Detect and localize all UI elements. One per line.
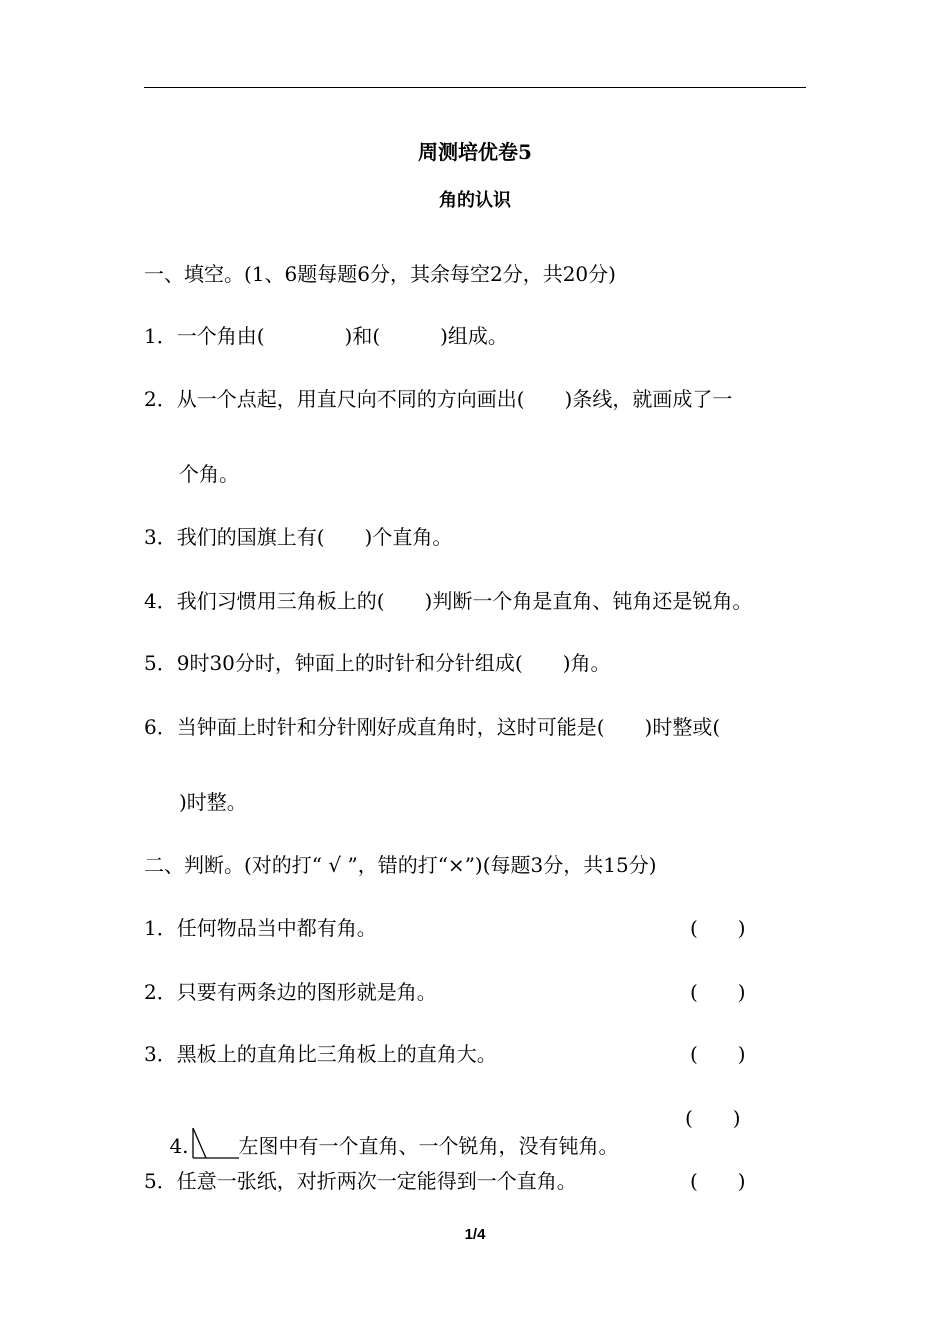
fill-question-2-continued: 个角。 [179,462,239,486]
judge-question-2: 2．只要有两条边的图形就是角。 [144,980,437,1004]
fill-question-5: 5．9时30分时，钟面上的时针和分针组成( )角。 [144,651,611,675]
page-number: 1/4 [464,1226,486,1243]
judge-question-4-number: 4. [169,1134,189,1158]
section1-heading: 一、填空。(1、6题每题6分，其余每空2分，共20分) [144,262,616,286]
judge-answer-4: ( ) [685,1106,741,1130]
judge-answer-2: ( ) [690,980,746,1004]
section2-heading: 二、判断。(对的打“ √ ”，错的打“×”)(每题3分，共15分) [144,853,657,877]
page-subtitle: 角的认识 [439,190,511,211]
fill-question-1: 1．一个角由( )和( )组成。 [144,324,508,348]
judge-answer-3: ( ) [690,1042,746,1066]
fill-question-2: 2．从一个点起，用直尺向不同的方向画出( )条线，就画成了一 [144,387,733,411]
fill-question-3: 3．我们的国旗上有( )个直角。 [144,525,453,549]
fill-question-6-continued: )时整。 [179,790,247,814]
judge-answer-1: ( ) [690,916,746,940]
judge-question-4-text: 左图中有一个直角、一个锐角，没有钝角。 [238,1134,619,1158]
judge-question-5: 5．任意一张纸，对折两次一定能得到一个直角。 [144,1169,577,1193]
fill-question-4: 4．我们习惯用三角板上的( )判断一个角是直角、钝角还是锐角。 [144,589,753,613]
judge-answer-5: ( ) [690,1169,746,1193]
angle-figure-icon [189,1126,239,1162]
judge-question-1: 1．任何物品当中都有角。 [144,916,377,940]
header-rule [144,87,806,88]
page-title: 周测培优卷5 [418,140,532,164]
fill-question-6: 6．当钟面上时针和分针刚好成直角时，这时可能是( )时整或( [144,715,721,739]
judge-question-3: 3．黑板上的直角比三角板上的直角大。 [144,1042,497,1066]
